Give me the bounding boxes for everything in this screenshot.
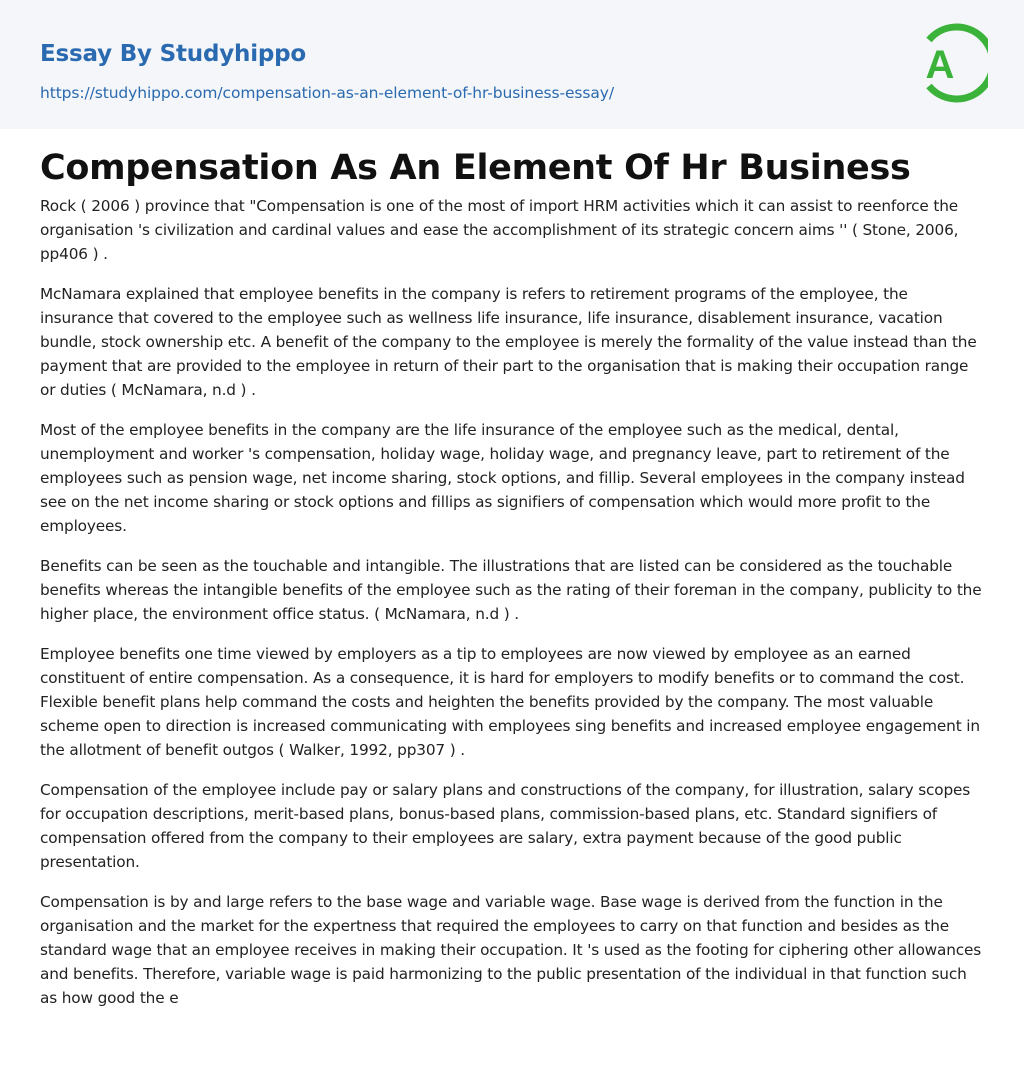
site-header (0, 0, 1024, 129)
logo-letter: A (925, 43, 955, 87)
article-paragraph: Most of the employee benefits in the company are the life insurance of the employee such as the medical, dental, unemployment and worker 's compensation, holiday wage, holiday wage, and pregnancy leave, part to retirement of the employees such as pension wage, net income sharing, stock options, and fillip. Several employees in the company instead see on the net income sharing or stock options and fillips as signifiers of compensation which would more profit to the employees. (40, 421, 965, 535)
article-paragraph: Compensation is by and large refers to the base wage and variable wage. Base wage is derived from the function in the organisation and the market for the expertness that required the employees to carry on that function and besides as the standard wage that an employee receives in making their occupation. It 's used as the footing for ciphering other allowances and benefits. Therefore, variable wage is paid harmonizing to the public presentation of the individual in that function such as how good the e (40, 893, 982, 1007)
article-paragraph: Rock ( 2006 ) province that "Compensation is one of the most of import HRM activities which it can assist to reenforce the organisation 's civilization and cardinal values and ease the accomplishment of its strategic concern aims '' ( Stone, 2006, pp406 ) . (40, 197, 959, 263)
article (40, 142, 984, 1026)
article-title: Compensation As An Element Of Hr Business (40, 148, 911, 188)
article-paragraph: Compensation of the employee include pay or salary plans and constructions of the company, for illustration, salary scopes for occupation descriptions, merit-based plans, bonus-based plans, commission-based plans, etc. Standard signifiers of compensation offered from the company to their employees are salary, extra payment because of the good public presentation. (40, 781, 971, 871)
site-brand[interactable]: Essay By Studyhippo (40, 41, 307, 67)
article-paragraph: McNamara explained that employee benefits in the company is refers to retirement programs of the employee, the insurance that covered to the employee such as wellness life insurance, life insurance, disablement insurance, vacation bundle, stock ownership etc. A benefit of the company to the employee is merely the formality of the value instead than the payment that are provided to the employee in return of their part to the organisation that is making their occupation range or duties ( McNamara, n.d ) . (40, 285, 977, 399)
article-paragraph: Employee benefits one time viewed by employers as a tip to employees are now viewed by employee as an earned constituent of entire compensation. As a consequence, it is hard for employers to modify benefits or to command the cost. Flexible benefit plans help command the costs and heighten the benefits provided by the company. The most valuable scheme open to direction is increased communicating with employees sing benefits and increased employee engagement in the allotment of benefit outgos ( Walker, 1992, pp307 ) . (40, 645, 980, 759)
article-paragraph: Benefits can be seen as the touchable and intangible. The illustrations that are listed can be considered as the touchable benefits whereas the intangible benefits of the employee such as the rating of their foreman in the company, publicity to the higher place, the environment office status. ( McNamara, n.d ) . (40, 557, 982, 623)
studyhippo-logo-icon[interactable] (912, 18, 988, 108)
article-url-link[interactable]: https://studyhippo.com/compensation-as-an-element-of-hr-business-essay/ (40, 84, 614, 102)
